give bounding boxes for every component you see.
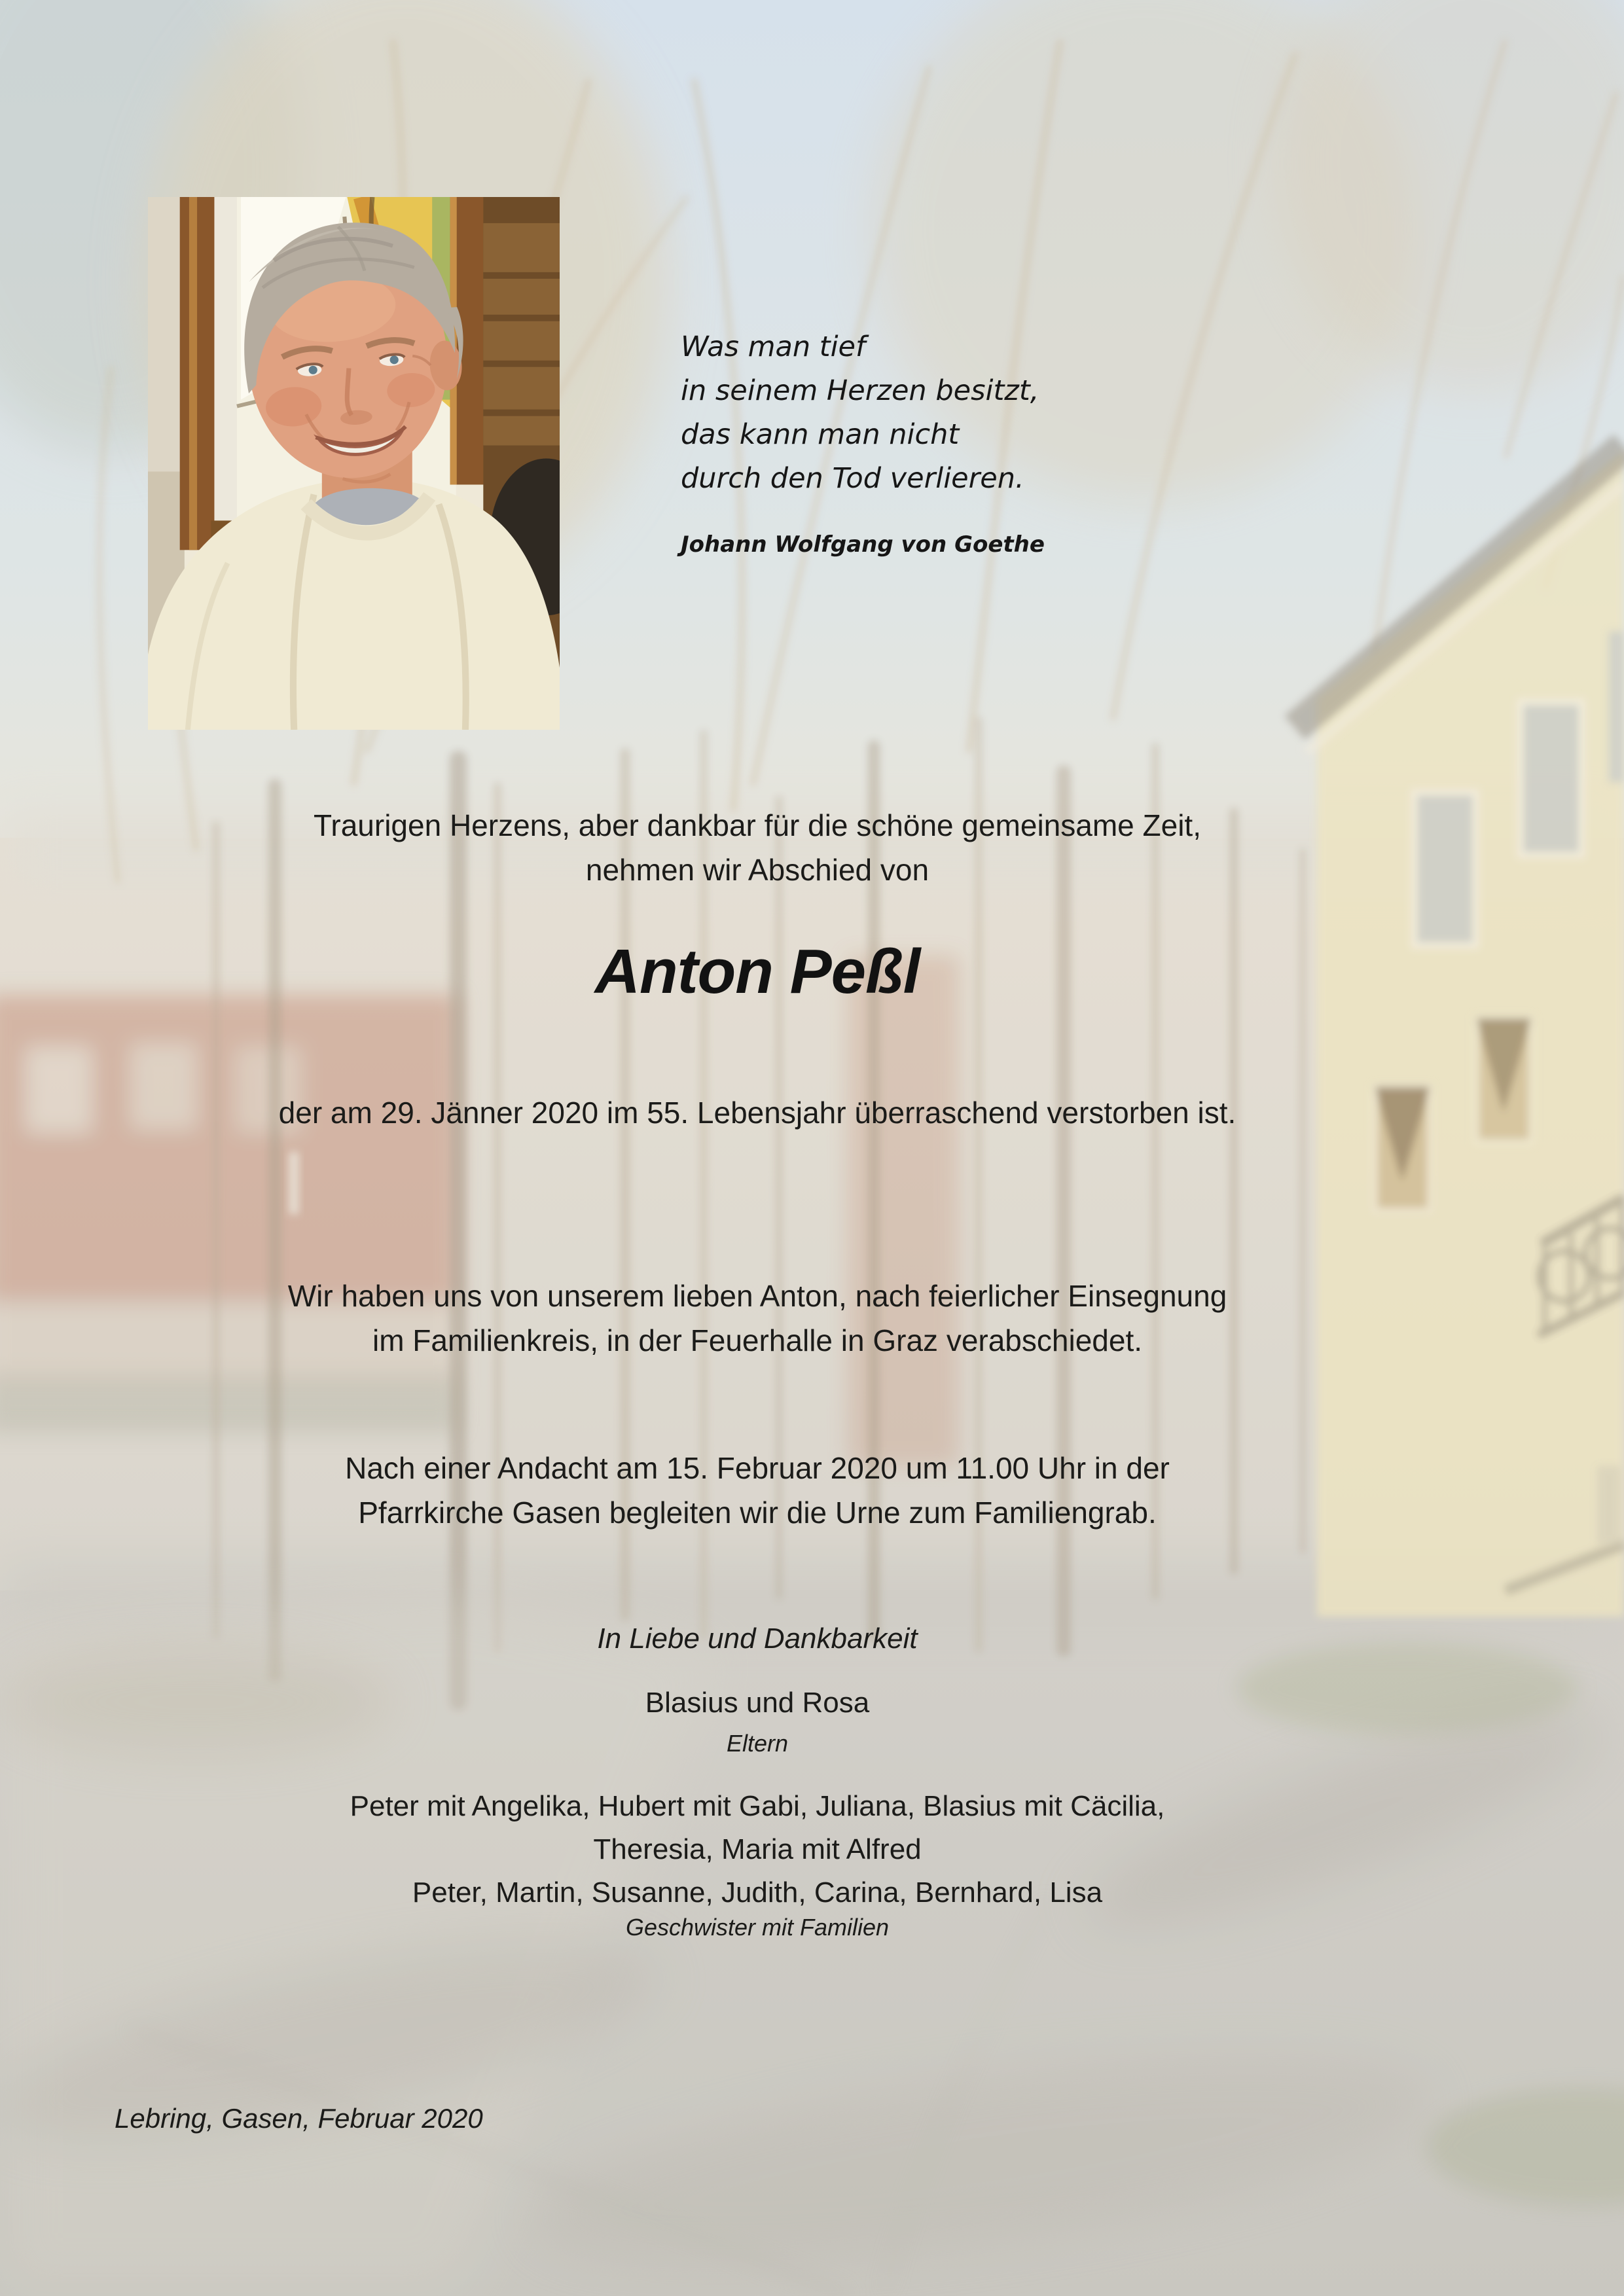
quote-line-4: durch den Tod verlieren.: [681, 462, 1024, 495]
service-line-2: Pfarrkirche Gasen begleiten wir die Urne zum Familiengrab.: [358, 1496, 1157, 1530]
parents-relation: Eltern: [726, 1730, 789, 1757]
deceased-name: Anton Peßl: [594, 937, 920, 1007]
siblings-line-2: Theresia, Maria mit Alfred: [593, 1833, 922, 1865]
portrait-photo: [148, 197, 560, 730]
death-statement: der am 29. Jänner 2020 im 55. Lebensjahr überraschend verstorben ist.: [278, 1096, 1236, 1130]
quote-attribution: Johann Wolfgang von Goethe: [681, 531, 1045, 558]
quote-line-2: in seinem Herzen besitzt,: [681, 374, 1039, 407]
siblings-names: [116, 1785, 1399, 1914]
farewell-line-1: Wir haben uns von unserem lieben Anton, nach feierlicher Einsegnung: [287, 1279, 1227, 1313]
siblings-relation: Geschwister mit Familien: [625, 1914, 890, 1941]
service-line-1: Nach einer Andacht am 15. Februar 2020 um 11.00 Uhr in der: [345, 1451, 1170, 1485]
service-text: [116, 1446, 1399, 1535]
siblings-line-1: Peter mit Angelika, Hubert mit Gabi, Juliana, Blasius mit Cäcilia,: [350, 1790, 1165, 1822]
gratitude-line: In Liebe und Dankbarkeit: [597, 1623, 918, 1655]
intro-line-1: Traurigen Herzens, aber dankbar für die schöne gemeinsame Zeit,: [314, 808, 1201, 842]
quote-line-1: Was man tief: [681, 331, 866, 363]
siblings-line-3: Peter, Martin, Susanne, Judith, Carina, Bernhard, Lisa: [412, 1876, 1103, 1909]
place-date: Lebring, Gasen, Februar 2020: [115, 2103, 483, 2134]
quote-line-3: das kann man nicht: [681, 418, 960, 451]
memorial-quote: [681, 325, 1270, 501]
intro-line-2: nehmen wir Abschied von: [585, 853, 929, 887]
farewell-line-2: im Familienkreis, in der Feuerhalle in Graz verabschiedet.: [372, 1323, 1143, 1357]
intro-text: [116, 803, 1399, 892]
farewell-text: [116, 1274, 1399, 1363]
parents-names: Blasius und Rosa: [645, 1687, 870, 1719]
